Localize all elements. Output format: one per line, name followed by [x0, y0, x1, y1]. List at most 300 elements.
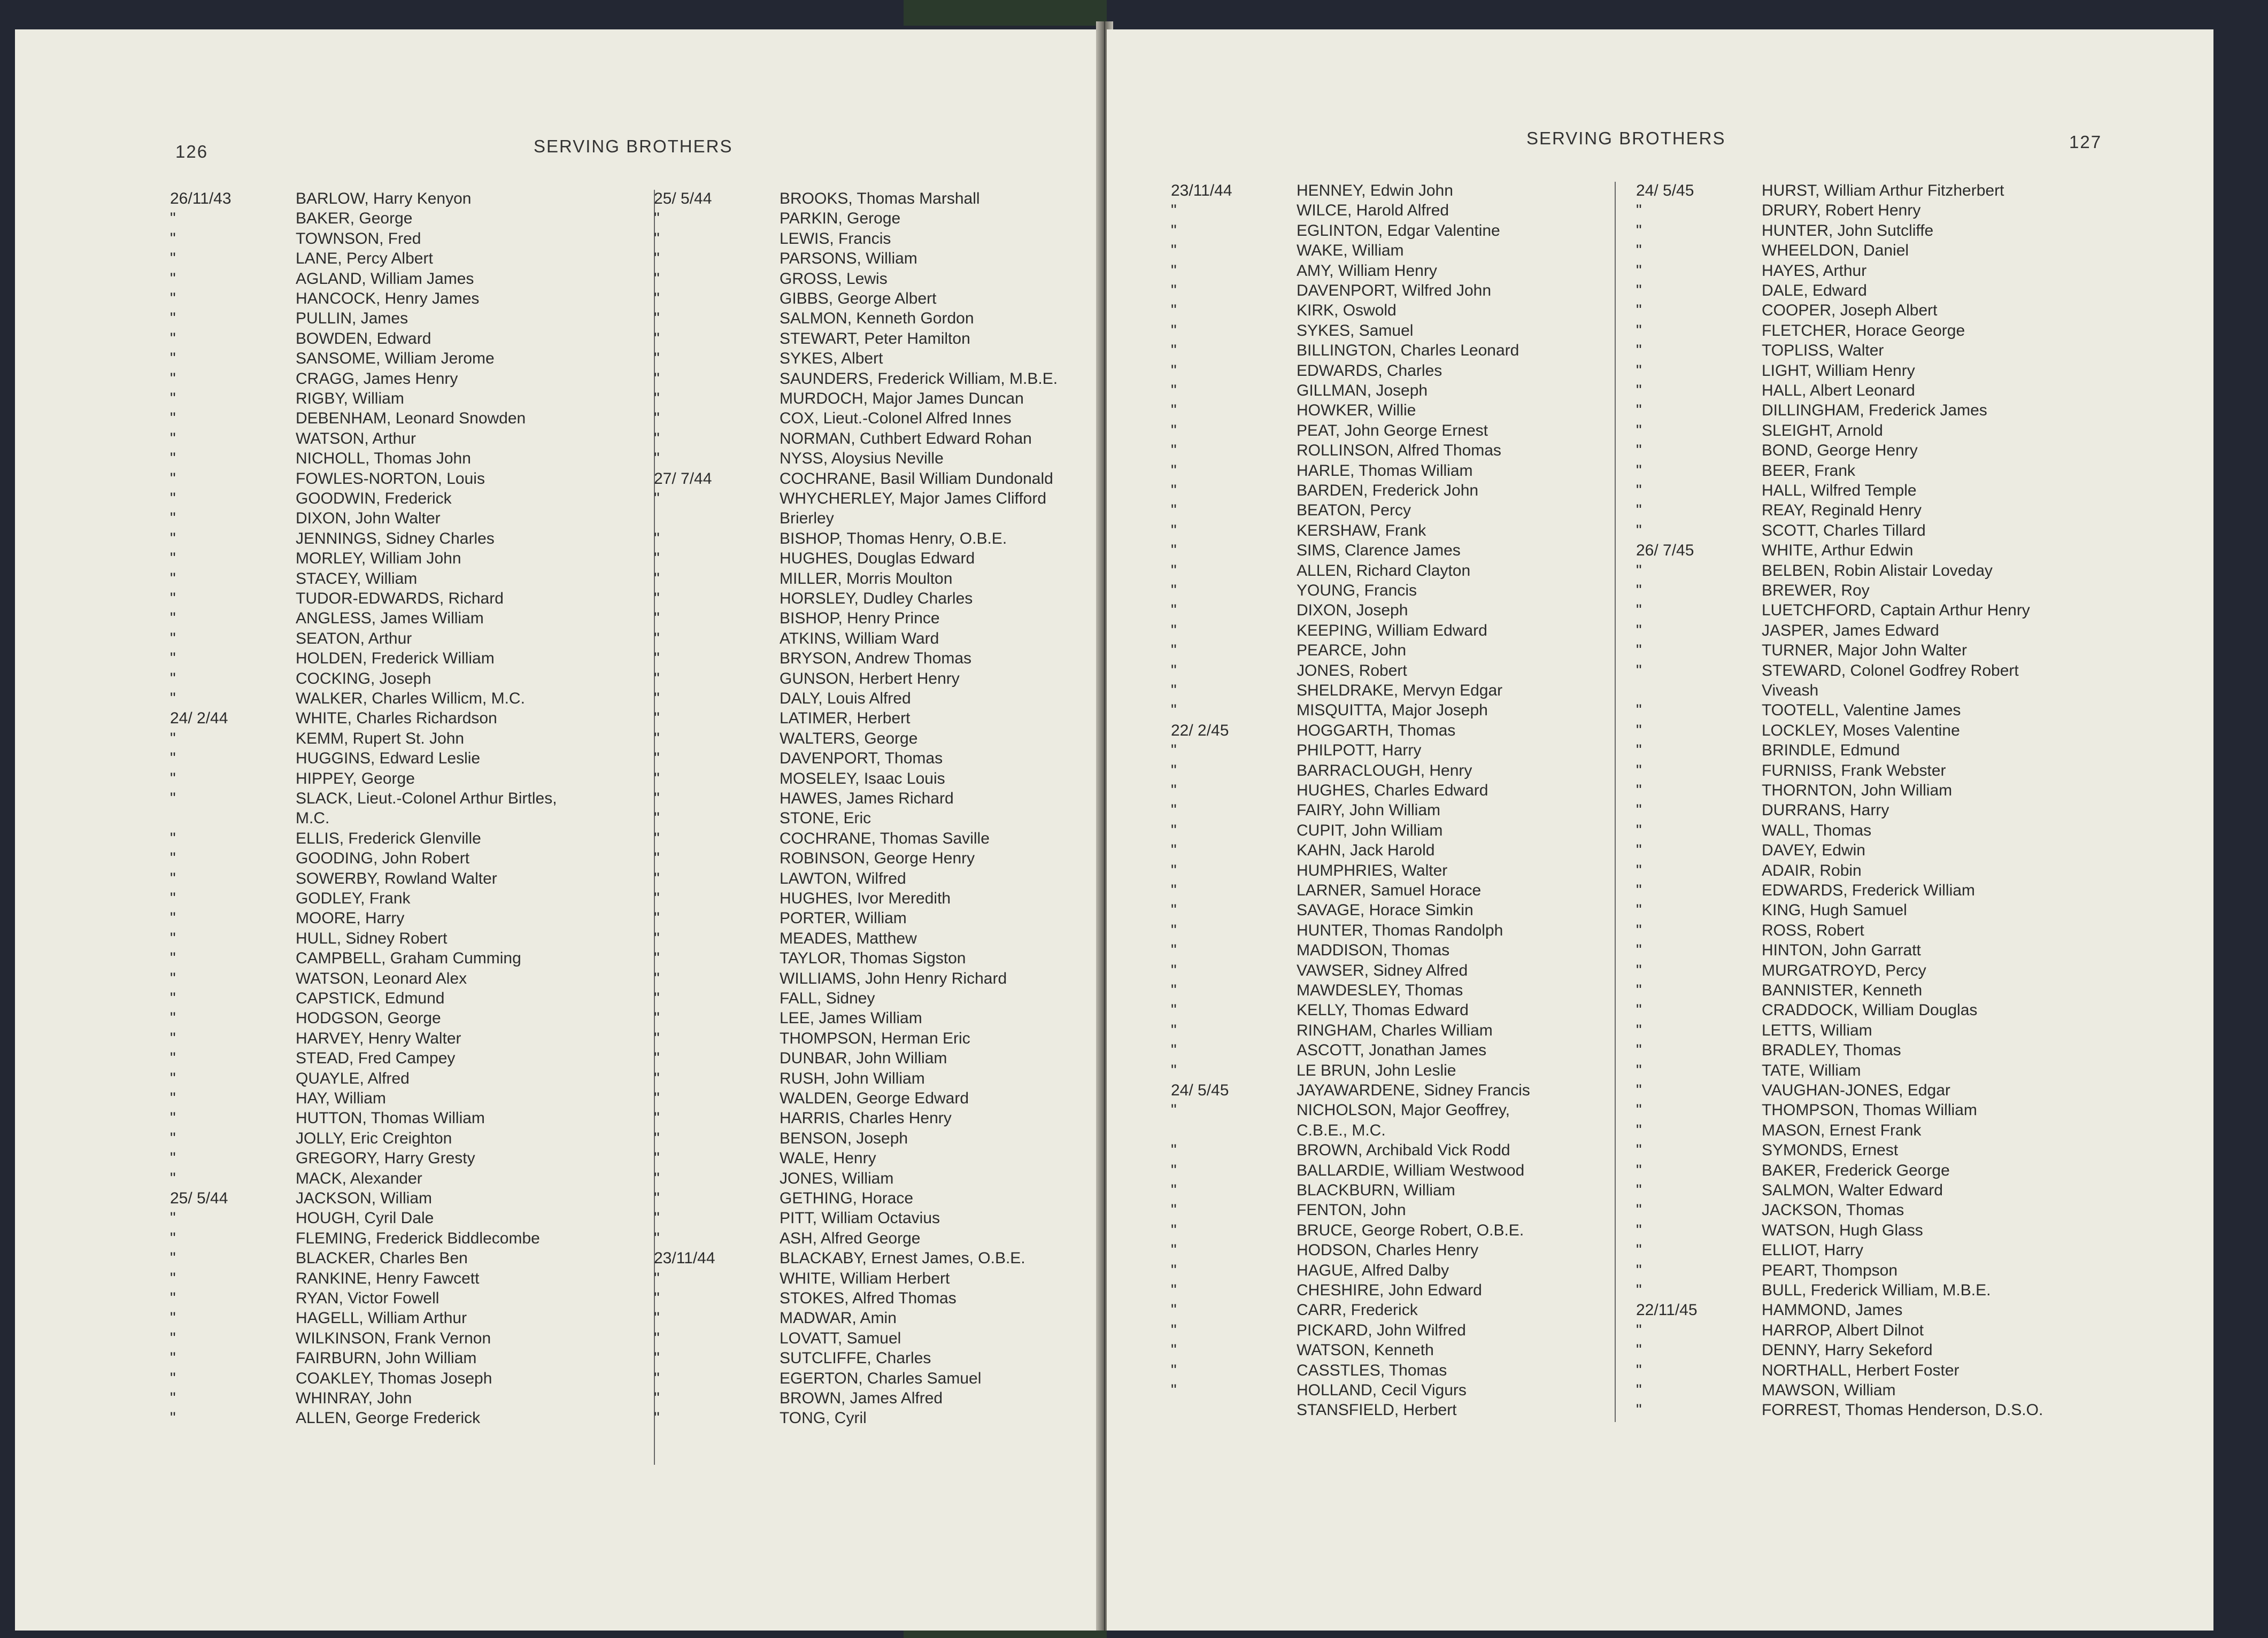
- name-cell: BELBEN, Robin Alistair Loveday: [1762, 561, 1993, 580]
- name-cell: MURGATROYD, Percy: [1762, 961, 1926, 979]
- list-item: [170, 1090, 386, 1108]
- date-cell: ": [170, 949, 176, 968]
- name-cell: WILKINSON, Frank Vernon: [296, 1329, 491, 1347]
- date-cell: ": [1636, 761, 1642, 779]
- date-cell: ": [654, 490, 660, 507]
- list-item: [170, 1409, 481, 1427]
- name-cell: HARVEY, Henry Walter: [296, 1029, 461, 1047]
- list-item: [170, 190, 472, 208]
- list-item: [1171, 1181, 1455, 1200]
- date-cell: ": [654, 390, 660, 407]
- name-cell: STOKES, Alfred Thomas: [780, 1289, 956, 1307]
- name-cell: HUGGINS, Edward Leslie: [296, 750, 481, 768]
- date-cell: ": [654, 769, 660, 787]
- list-item: [1636, 401, 1987, 420]
- name-cell: HUGHES, Douglas Edward: [780, 550, 975, 568]
- date-cell: ": [170, 1269, 176, 1287]
- name-cell: MOORE, Harry: [296, 909, 405, 928]
- list-item: [1171, 701, 1488, 720]
- name-cell: RANKINE, Henry Fawcett: [296, 1269, 480, 1287]
- name-cell: LOCKLEY, Moses Valentine: [1762, 721, 1960, 739]
- name-cell: EGLINTON, Edgar Valentine: [1297, 221, 1500, 239]
- date-cell: 22/ 2/45: [1171, 721, 1229, 739]
- date-cell: ": [654, 1090, 660, 1107]
- name-cell: FLEMING, Frederick Biddlecombe: [296, 1229, 540, 1247]
- list-item: [1171, 1101, 1510, 1119]
- name-cell: NORMAN, Cuthbert Edward Rohan: [780, 429, 1032, 447]
- date-cell: ": [1171, 642, 1177, 660]
- list-item: [170, 1229, 540, 1248]
- list-item: [654, 929, 917, 948]
- name-cell: BRUCE, George Robert, O.B.E.: [1297, 1221, 1524, 1239]
- name-cell: ALLEN, Richard Clayton: [1297, 561, 1471, 580]
- list-item: [1171, 221, 1500, 240]
- date-cell: ": [1636, 801, 1642, 820]
- date-cell: ": [170, 909, 176, 928]
- date-cell: ": [1171, 1001, 1177, 1019]
- date-cell: ": [170, 1129, 176, 1147]
- date-cell: ": [1171, 761, 1177, 779]
- date-cell: ": [170, 329, 176, 347]
- name-cell: LAWTON, Wilfred: [780, 869, 906, 887]
- list-item: [1636, 501, 1922, 520]
- name-cell: ELLIOT, Harry: [1762, 1241, 1864, 1260]
- name-cell: BROWN, Archibald Vick Rodd: [1297, 1141, 1510, 1160]
- list-item: [654, 629, 939, 648]
- list-item: [170, 1289, 439, 1308]
- date-cell: ": [1171, 841, 1177, 860]
- date-cell: ": [1171, 302, 1177, 320]
- list-item: [654, 690, 911, 708]
- name-cell: EDWARDS, Frederick William: [1762, 882, 1975, 899]
- name-cell: COCHRANE, Basil William Dundonald: [780, 469, 1053, 488]
- date-cell: ": [654, 429, 660, 447]
- list-item: [1636, 302, 1938, 320]
- name-cell: MISQUITTA, Major Joseph: [1297, 701, 1488, 720]
- name-cell: WATSON, Arthur: [296, 429, 416, 447]
- name-cell: HOWKER, Willie: [1297, 401, 1416, 420]
- list-item: [1636, 1061, 1861, 1080]
- list-item: [1636, 1041, 1901, 1060]
- date-cell: ": [1171, 482, 1177, 499]
- list-item: [1171, 621, 1487, 640]
- list-item: [1171, 421, 1488, 440]
- list-item: [654, 750, 943, 768]
- list-item: [1171, 1081, 1530, 1100]
- name-cell: BROOKS, Thomas Marshall: [780, 190, 980, 207]
- name-cell: SIMS, Clarence James: [1297, 542, 1461, 560]
- list-item: [170, 1369, 492, 1388]
- list-item: [1636, 1401, 2043, 1419]
- date-cell: ": [654, 969, 660, 987]
- name-cell: CARR, Frederick: [1297, 1301, 1418, 1319]
- name-cell: HAWES, James Richard: [780, 790, 954, 807]
- name-cell: HANCOCK, Henry James: [296, 290, 480, 307]
- date-cell: ": [1171, 382, 1177, 399]
- date-cell: ": [1636, 841, 1642, 860]
- date-cell: ": [170, 1209, 176, 1227]
- name-cell: SYMONDS, Ernest: [1762, 1141, 1899, 1160]
- name-cell: DALE, Edward: [1762, 282, 1867, 299]
- list-item: [170, 1169, 422, 1188]
- list-item: [654, 1349, 931, 1367]
- list-item: [1171, 482, 1479, 500]
- name-cell: ASCOTT, Jonathan James: [1297, 1041, 1487, 1060]
- name-cell: AMY, William Henry: [1297, 261, 1437, 280]
- list-item: [170, 629, 412, 648]
- date-cell: ": [1171, 821, 1177, 839]
- date-cell: 24/ 5/45: [1636, 182, 1694, 199]
- list-item: [170, 869, 497, 888]
- list-item: [1171, 761, 1472, 780]
- name-cell: COCKING, Joseph: [296, 669, 431, 687]
- name-cell: M.C.: [296, 809, 330, 828]
- name-cell: WHINRAY, John: [296, 1389, 412, 1407]
- list-item: [654, 290, 937, 308]
- date-cell: ": [1636, 221, 1642, 239]
- list-item: [170, 609, 484, 628]
- date-cell: ": [654, 210, 660, 228]
- list-item: [1171, 741, 1422, 760]
- date-cell: ": [654, 1169, 660, 1187]
- name-cell: BRADLEY, Thomas: [1762, 1041, 1901, 1060]
- date-cell: ": [1636, 561, 1642, 580]
- name-cell: LEWIS, Francis: [780, 229, 891, 248]
- list-item: [1636, 982, 1923, 1000]
- list-item: [654, 1369, 982, 1388]
- name-cell: MOSELEY, Isaac Louis: [780, 769, 945, 787]
- date-cell: ": [1636, 642, 1642, 660]
- date-cell: ": [170, 469, 176, 488]
- list-item: [654, 1189, 914, 1208]
- date-cell: ": [654, 269, 660, 288]
- list-item: [170, 690, 525, 708]
- list-item: [654, 869, 906, 888]
- date-cell: ": [1636, 1041, 1642, 1060]
- page-number: 127: [2069, 132, 2102, 152]
- name-cell: CHESHIRE, John Edward: [1297, 1281, 1482, 1299]
- date-cell: ": [170, 290, 176, 307]
- date-cell: ": [654, 790, 660, 807]
- name-cell: TURNER, Major John Walter: [1762, 642, 1967, 660]
- name-cell: BAKER, George: [296, 210, 413, 228]
- list-item: [170, 450, 471, 468]
- name-cell: WALKER, Charles Willicm, M.C.: [296, 690, 525, 707]
- list-item: [170, 350, 495, 368]
- date-cell: ": [1171, 361, 1177, 380]
- list-item: [1171, 1001, 1469, 1019]
- name-cell: HOLLAND, Cecil Vigurs: [1297, 1381, 1467, 1399]
- name-cell: BREWER, Roy: [1762, 582, 1870, 599]
- date-cell: ": [1171, 682, 1177, 699]
- date-cell: ": [170, 1009, 176, 1027]
- date-cell: ": [1171, 401, 1177, 420]
- list-item: [170, 569, 418, 588]
- date-cell: ": [1171, 1041, 1177, 1060]
- list-item: [170, 849, 470, 868]
- date-cell: ": [170, 429, 176, 447]
- name-cell: PEARCE, John: [1297, 642, 1407, 660]
- date-cell: ": [1636, 302, 1642, 320]
- list-item: [1636, 921, 1864, 940]
- name-cell: ROBINSON, George Henry: [780, 849, 975, 868]
- name-cell: MORLEY, William John: [296, 550, 461, 568]
- list-item: [1636, 461, 1856, 480]
- list-item: [1636, 202, 1921, 220]
- list-item: [1171, 721, 1456, 740]
- date-cell: ": [170, 629, 176, 647]
- name-cell: EDWARDS, Charles: [1297, 361, 1442, 380]
- list-item: [1171, 782, 1488, 800]
- date-cell: ": [1636, 1341, 1642, 1359]
- list-item: [1171, 182, 1453, 200]
- date-cell: ": [654, 1009, 660, 1027]
- date-cell: ": [1636, 582, 1642, 599]
- date-cell: ": [1171, 621, 1177, 639]
- page-number: 126: [175, 142, 209, 161]
- name-cell: HODSON, Charles Henry: [1297, 1241, 1479, 1260]
- list-item: [1636, 1121, 1922, 1140]
- name-cell: SHELDRAKE, Mervyn Edgar: [1297, 682, 1503, 699]
- name-cell: VAUGHAN-JONES, Edgar: [1762, 1081, 1950, 1099]
- date-cell: ": [1171, 801, 1177, 820]
- date-cell: ": [654, 250, 660, 268]
- date-cell: ": [1636, 1121, 1642, 1139]
- date-cell: ": [1171, 261, 1177, 280]
- name-cell: FAIRBURN, John William: [296, 1349, 477, 1367]
- right-page: [1107, 29, 2213, 1631]
- date-cell: ": [654, 729, 660, 747]
- list-item: [1171, 1041, 1487, 1060]
- list-item: [1171, 242, 1404, 260]
- date-cell: ": [170, 669, 176, 687]
- list-item: [1171, 982, 1463, 1000]
- name-cell: PULLIN, James: [296, 310, 408, 328]
- name-cell: BISHOP, Henry Prince: [780, 609, 940, 628]
- name-cell: JONES, William: [780, 1169, 894, 1187]
- date-cell: ": [170, 490, 176, 507]
- list-item: [654, 1149, 876, 1168]
- list-item: [1171, 901, 1474, 920]
- date-cell: ": [1636, 661, 1642, 679]
- name-cell: NICHOLSON, Major Geoffrey,: [1297, 1101, 1510, 1119]
- list-item: [1636, 361, 1915, 380]
- running-title: SERVING BROTHERS: [1526, 128, 1726, 148]
- list-item: [1171, 342, 1519, 360]
- date-cell: 23/11/44: [1171, 182, 1232, 199]
- list-item: [654, 350, 883, 368]
- date-cell: ": [1171, 501, 1177, 520]
- date-cell: 24/ 2/44: [170, 709, 228, 728]
- name-cell: BARRACLOUGH, Henry: [1297, 761, 1472, 779]
- list-item: [1171, 841, 1435, 860]
- name-cell: HIPPEY, George: [296, 769, 415, 787]
- date-cell: ": [170, 1029, 176, 1047]
- name-cell: DIXON, John Walter: [296, 509, 441, 528]
- name-cell: HAY, William: [296, 1090, 386, 1107]
- list-item: [654, 769, 945, 788]
- name-cell: YOUNG, Francis: [1297, 582, 1417, 599]
- date-cell: ": [654, 890, 660, 907]
- name-cell: GUNSON, Herbert Henry: [780, 669, 960, 687]
- date-cell: ": [1636, 961, 1642, 979]
- name-cell: HINTON, John Garratt: [1762, 941, 1921, 960]
- date-cell: ": [1171, 521, 1177, 539]
- date-cell: ": [170, 929, 176, 947]
- list-item: [1171, 882, 1482, 900]
- name-cell: JOLLY, Eric Creighton: [296, 1129, 452, 1147]
- list-item: [170, 1069, 410, 1088]
- name-cell: ADAIR, Robin: [1762, 861, 1862, 879]
- name-cell: BISHOP, Thomas Henry, O.B.E.: [780, 529, 1007, 547]
- name-cell: WATSON, Kenneth: [1297, 1341, 1434, 1359]
- date-cell: ": [170, 229, 176, 248]
- name-cell: WHYCHERLEY, Major James Clifford: [780, 490, 1047, 507]
- name-cell: TOOTELL, Valentine James: [1762, 701, 1961, 720]
- name-cell: SUTCLIFFE, Charles: [780, 1349, 931, 1367]
- name-cell: BOND, George Henry: [1762, 442, 1918, 460]
- list-item: [170, 1109, 485, 1127]
- name-cell: STANSFIELD, Herbert: [1297, 1401, 1457, 1419]
- list-item: [1171, 682, 1503, 700]
- list-item: [170, 550, 461, 568]
- list-item: [1171, 401, 1416, 420]
- list-item: [1171, 941, 1450, 960]
- list-item: [170, 969, 467, 988]
- date-cell: ": [1171, 221, 1177, 239]
- date-cell: ": [654, 1209, 660, 1227]
- name-cell: WILCE, Harold Alfred: [1297, 202, 1449, 220]
- name-cell: SAUNDERS, Frederick William, M.B.E.: [780, 369, 1058, 388]
- name-cell: ASH, Alfred George: [780, 1229, 921, 1247]
- date-cell: ": [170, 869, 176, 887]
- name-cell: MACK, Alexander: [296, 1169, 422, 1187]
- date-cell: 23/11/44: [654, 1249, 715, 1268]
- name-cell: WHITE, Charles Richardson: [296, 709, 497, 728]
- name-cell: TOPLISS, Walter: [1762, 342, 1884, 360]
- date-cell: ": [1636, 782, 1642, 799]
- name-cell: GROSS, Lewis: [780, 269, 888, 288]
- date-cell: ": [1636, 482, 1642, 499]
- list-item: [1636, 1361, 1960, 1380]
- list-item: [1636, 721, 1960, 740]
- list-item: [1636, 521, 1926, 540]
- list-item: [1636, 1241, 1864, 1260]
- date-cell: ": [1636, 401, 1642, 420]
- list-item: [1636, 1001, 1978, 1019]
- list-item: [1636, 242, 1909, 260]
- date-cell: ": [170, 1349, 176, 1367]
- name-cell: GIBBS, George Albert: [780, 290, 937, 307]
- name-cell: C.B.E., M.C.: [1297, 1121, 1386, 1139]
- name-cell: KERSHAW, Frank: [1297, 521, 1426, 539]
- name-cell: CAPSTICK, Edmund: [296, 990, 445, 1007]
- date-cell: ": [1171, 1201, 1177, 1219]
- name-cell: Viveash: [1762, 682, 1819, 699]
- name-cell: MAWDESLEY, Thomas: [1297, 982, 1463, 999]
- list-item: [1636, 1101, 1977, 1119]
- list-item: [170, 250, 433, 268]
- list-item: [1171, 801, 1440, 820]
- date-cell: ": [654, 1129, 660, 1147]
- name-cell: HOLDEN, Frederick William: [296, 650, 495, 668]
- list-item: [1636, 1321, 1924, 1340]
- date-cell: ": [1171, 442, 1177, 460]
- list-item: [654, 809, 871, 828]
- list-item: [1636, 621, 1939, 640]
- list-item: [1171, 1301, 1418, 1319]
- name-cell: GILLMAN, Joseph: [1297, 382, 1428, 399]
- list-item: [1636, 601, 2030, 620]
- name-cell: WATSON, Hugh Glass: [1762, 1221, 1923, 1239]
- date-cell: ": [1171, 342, 1177, 360]
- date-cell: ": [170, 1289, 176, 1307]
- name-cell: DEBENHAM, Leonard Snowden: [296, 410, 526, 428]
- date-cell: ": [654, 1029, 660, 1047]
- date-cell: ": [1171, 1301, 1177, 1319]
- list-item: [654, 1249, 1025, 1268]
- name-cell: HARRIS, Charles Henry: [780, 1109, 952, 1127]
- date-cell: ": [170, 410, 176, 428]
- name-cell: BENSON, Joseph: [780, 1129, 908, 1147]
- date-cell: ": [1171, 882, 1177, 899]
- list-item: [170, 1049, 456, 1068]
- date-cell: ": [1171, 1021, 1177, 1039]
- date-cell: ": [1171, 661, 1177, 679]
- date-cell: ": [654, 750, 660, 768]
- date-cell: ": [170, 829, 176, 847]
- name-cell: HUNTER, Thomas Randolph: [1297, 921, 1503, 939]
- date-cell: ": [1636, 342, 1642, 360]
- list-item: [1636, 282, 1867, 300]
- date-cell: ": [1171, 1061, 1177, 1079]
- list-item: [170, 790, 557, 808]
- list-item: [1636, 761, 1946, 780]
- list-item: [1636, 261, 1867, 280]
- name-cell: SALMON, Kenneth Gordon: [780, 310, 974, 328]
- name-cell: LUETCHFORD, Captain Arthur Henry: [1762, 601, 2030, 620]
- date-cell: ": [1636, 1221, 1642, 1239]
- list-item: [654, 450, 944, 468]
- list-item: [1171, 961, 1468, 980]
- date-cell: ": [1636, 501, 1642, 520]
- list-item: [170, 1249, 468, 1268]
- date-cell: ": [1171, 1381, 1177, 1399]
- date-cell: ": [1636, 982, 1642, 999]
- name-cell: DRURY, Robert Henry: [1762, 202, 1921, 220]
- list-item: [654, 890, 951, 908]
- date-cell: ": [1636, 242, 1642, 260]
- name-cell: HOGGARTH, Thomas: [1297, 721, 1456, 739]
- date-cell: ": [170, 509, 176, 528]
- list-item: [654, 569, 953, 588]
- list-item: [1636, 582, 1870, 600]
- date-cell: ": [654, 1309, 660, 1327]
- date-cell: ": [1636, 1361, 1642, 1379]
- date-cell: ": [1171, 202, 1177, 220]
- date-cell: ": [1636, 421, 1642, 439]
- name-cell: COOPER, Joseph Albert: [1762, 302, 1938, 320]
- list-item: [654, 1309, 897, 1327]
- list-item: [654, 609, 940, 628]
- date-cell: ": [170, 1149, 176, 1168]
- name-cell: LEE, James William: [780, 1009, 922, 1027]
- date-cell: ": [1171, 1261, 1177, 1279]
- list-item: [1171, 521, 1426, 540]
- list-item: [1636, 642, 1967, 660]
- list-item: [1171, 382, 1428, 400]
- name-cell: WALL, Thomas: [1762, 821, 1872, 839]
